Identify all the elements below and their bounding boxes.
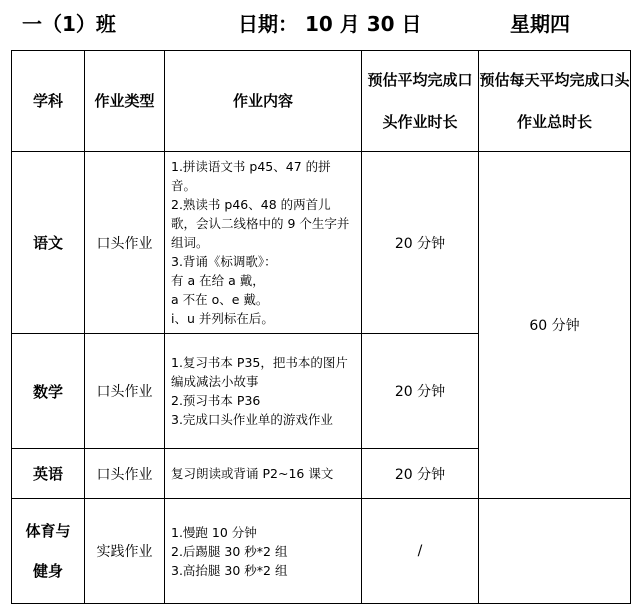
content-line: 3.背诵《标调歌》： <box>171 254 277 269</box>
content-line: 1.慢跑 10 分钟 <box>171 524 257 540</box>
content-line: i、u 并列标在后。 <box>171 311 274 326</box>
minutes-cell: 20 分钟 <box>362 152 479 334</box>
content-line: 3.高抬腿 30 秒*2 组 <box>171 562 288 578</box>
minutes-cell: 20 分钟 <box>362 449 479 499</box>
type-cell: 口头作业 <box>85 152 165 334</box>
content-line: 复习朗读或背诵 P2~16 课文 <box>171 466 334 481</box>
content-line: a 不在 o、e 戴。 <box>171 292 269 307</box>
total-minutes-empty-cell <box>479 499 631 604</box>
col-header-subject: 学科 <box>12 51 85 152</box>
content-cell <box>165 499 362 604</box>
content-line: 3.完成口头作业单的游戏作业 <box>171 412 333 427</box>
minutes-cell: / <box>362 499 479 604</box>
col-header-type: 作业类型 <box>85 51 165 152</box>
content-cell <box>165 334 362 449</box>
type-cell: 实践作业 <box>85 499 165 604</box>
col-header-content: 作业内容 <box>165 51 362 152</box>
subject-cell: 体育与健身 <box>12 499 85 604</box>
minutes-cell: 20 分钟 <box>362 334 479 449</box>
homework-table <box>11 50 631 604</box>
content-line: 2.后踢腿 30 秒*2 组 <box>171 543 288 559</box>
type-cell: 口头作业 <box>85 334 165 449</box>
page-header <box>0 8 643 34</box>
col-header-avg-time: 预估平均完成口头作业时长 <box>362 51 479 152</box>
content-line: 有 a 在给 a 戴， <box>171 273 265 288</box>
table-header-row <box>12 51 631 152</box>
content-cell <box>165 449 362 499</box>
content-line: 2.预习书本 P36 <box>171 393 261 408</box>
weekday-label: 星期四 <box>510 12 570 36</box>
subject-cell: 英语 <box>12 449 85 499</box>
class-name: 一（1）班 <box>22 12 116 36</box>
date-label: 日期： 10 月 30 日 <box>238 12 422 36</box>
total-minutes-cell: 60 分钟 <box>479 152 631 499</box>
subject-cell: 数学 <box>12 334 85 449</box>
content-line: 1.复习书本 P35，把书本的图片编成减法小故事 <box>171 355 348 389</box>
content-line: 1.拼读语文书 p45、47 的拼音。 <box>171 159 331 193</box>
col-header-total-time: 预估每天平均完成口头作业总时长 <box>479 51 631 152</box>
type-cell: 口头作业 <box>85 449 165 499</box>
content-line: 2.熟读书 p46、48 的两首儿歌，会认二线格中的 9 个生字并组词。 <box>171 197 350 250</box>
table-row <box>12 152 631 334</box>
table-row <box>12 499 631 604</box>
subject-cell: 语文 <box>12 152 85 334</box>
content-cell <box>165 152 362 334</box>
